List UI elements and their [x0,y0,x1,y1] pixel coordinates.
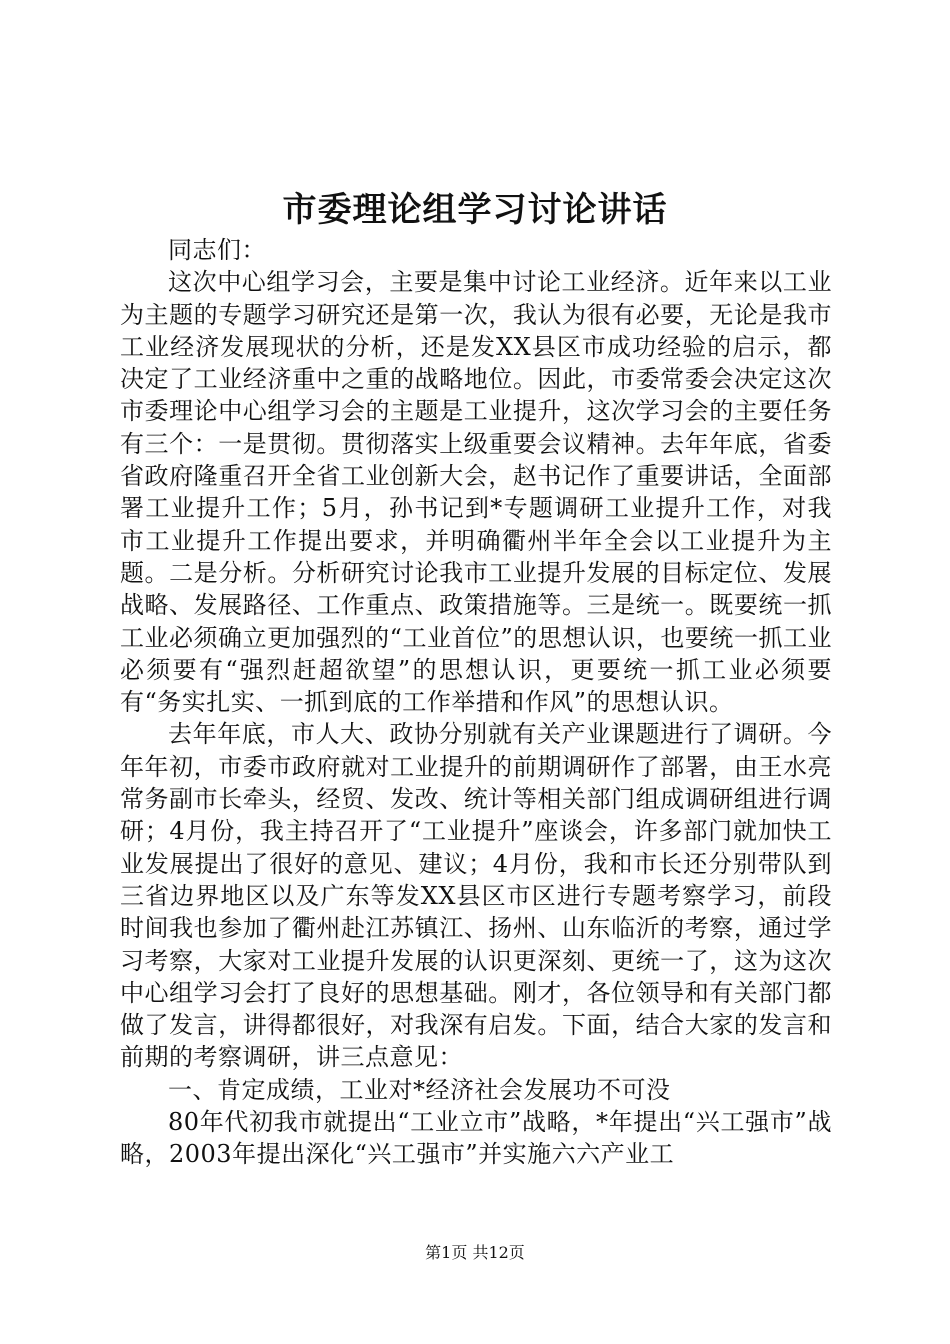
section-heading-1: 一、肯定成绩，工业对*经济社会发展功不可没 [168,1075,671,1104]
page-number-footer: 第1页 共12页 [425,1243,525,1262]
document-body [120,234,832,1171]
paragraph-3: 80年代初我市就提出“工业立市”战略，*年提出“兴工强市”战略，2003年提出深化“兴工强市”并实施六六产业工 [120,1108,832,1169]
document-title: 市委理论组学习讨论讲话 [282,190,668,230]
paragraph-2: 去年年底，市人大、政协分别就有关产业课题进行了调研。今年年初，市委市政府就对工业提升的前期调研作了部署，由王水亮常务副市长牵头，经贸、发改、统计等相关部门组成调研组进行调研；4月份，我主持召开了“工业提升”座谈会，许多部门就加快工业发展提出了很好的意见、建议；4月份，我和市长还分别带队到三省边界地区以及广东等发XX县区市区进行专题考察学习，前段时间我也参加了衢州赴江苏镇江、扬州、山东临沂的考察，通过学习考察，大家对工业提升发展的认识更深刻、更统一了，这为这次中心组学习会打了良好的思想基础。刚才，各位领导和有关部门都做了发言，讲得都很好，对我深有启发。下面，结合大家的发言和前期的考察调研，讲三点意见： [120,720,832,1072]
salutation: 同志们： [168,236,266,264]
paragraph-1: 这次中心组学习会，主要是集中讨论工业经济。近年来以工业为主题的专题学习研究还是第一次，我认为很有必要，无论是我市工业经济发展现状的分析，还是发XX县区市成功经验的启示，都决定了工业经济重中之重的战略地位。因此，市委常委会决定这次市委理论中心组学习会的主题是工业提升，这次学习会的主要任务有三个：一是贯彻。贯彻落实上级重要会议精神。去年年底，省委省政府隆重召开全省工业创新大会，赵书记作了重要讲话，全面部署工业提升工作；5月，孙书记到*专题调研工业提升工作，对我市工业提升工作提出要求，并明确衢州半年全会以工业提升为主题。二是分析。分析研究讨论我市工业提升发展的目标定位、发展战略、发展路径、工作重点、政策措施等。三是统一。既要统一抓工业必须确立更加强烈的“工业首位”的思想认识，也要统一抓工业必须要有“强烈赶超欲望”的思想认识，更要统一抓工业必须要有“务实扎实、一抓到底的工作举措和作风”的思想认识。 [120,268,832,717]
